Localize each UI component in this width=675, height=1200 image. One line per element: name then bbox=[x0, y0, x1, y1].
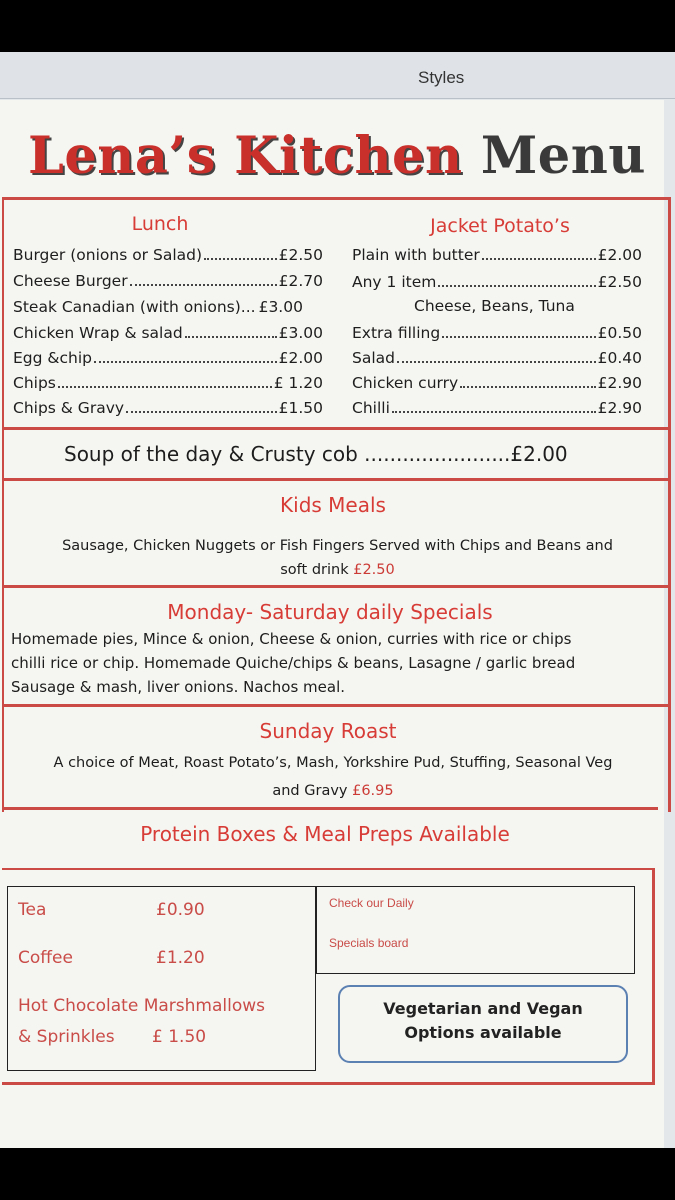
sunday-line1: A choice of Meat, Roast Potato’s, Mash, Yorkshire Pud, Stuffing, Seasonal Veg bbox=[53, 755, 613, 771]
sunday-heading: Sunday Roast bbox=[259, 719, 397, 743]
drink-name: Coffee bbox=[18, 948, 73, 968]
divider-kids-specials bbox=[2, 585, 668, 588]
item-price: £ 1.20 bbox=[273, 374, 323, 392]
drink-name: Tea bbox=[18, 900, 47, 920]
jacket-item bbox=[352, 399, 642, 417]
menu-title bbox=[28, 126, 646, 186]
item-name: Chicken Wrap & salad bbox=[13, 324, 183, 342]
item-price: £0.50 bbox=[597, 324, 642, 342]
sunday-price: £6.95 bbox=[352, 783, 394, 799]
item-price: £2.90 bbox=[597, 399, 642, 417]
item-name: Salad bbox=[352, 349, 395, 367]
divider-sunday-protein bbox=[2, 807, 658, 810]
item-price: £2.70 bbox=[278, 272, 323, 290]
drink-price: £1.20 bbox=[156, 948, 205, 968]
specials-line: Sausage & mash, liver onions. Nachos meal. bbox=[11, 678, 346, 696]
item-name: Plain with butter bbox=[352, 246, 480, 264]
lunch-item bbox=[13, 324, 323, 342]
drink-price: £ 1.50 bbox=[152, 1027, 207, 1047]
divider-lunch-soup bbox=[2, 427, 668, 430]
item-name: Steak Canadian (with onions)... bbox=[13, 298, 256, 316]
specials-description bbox=[11, 627, 661, 699]
item-price: £2.00 bbox=[597, 246, 642, 264]
specials-heading: Monday- Saturday daily Specials bbox=[167, 600, 493, 624]
drink-price: £0.90 bbox=[156, 900, 205, 920]
jacket-fillings: Cheese, Beans, Tuna bbox=[414, 297, 575, 315]
veg-text bbox=[340, 997, 626, 1045]
lunch-item bbox=[13, 399, 323, 417]
veg-line2: Options available bbox=[404, 1023, 562, 1042]
item-name: Extra filling bbox=[352, 324, 441, 342]
specials-line: chilli rice or chip. Homemade Quiche/chips & beans, Lasagne / garlic bread bbox=[11, 654, 576, 672]
notice-line2: Specials board bbox=[329, 936, 409, 950]
kids-price: £2.50 bbox=[353, 562, 395, 578]
item-name: Any 1 item bbox=[352, 273, 437, 291]
divider-specials-sunday bbox=[2, 704, 668, 707]
vegetarian-vegan-box bbox=[338, 985, 628, 1063]
item-price: £1.50 bbox=[278, 399, 323, 417]
jacket-item bbox=[352, 246, 642, 264]
notice-line1: Check our Daily bbox=[329, 896, 414, 910]
item-price: £2.90 bbox=[597, 374, 642, 392]
word-ribbon bbox=[0, 52, 675, 99]
kids-heading: Kids Meals bbox=[280, 493, 386, 517]
item-name: Chips & Gravy bbox=[13, 399, 125, 417]
title-restaurant-name: Lena’s Kitchen bbox=[28, 126, 463, 186]
veg-line1: Vegetarian and Vegan bbox=[383, 999, 583, 1018]
jacket-heading: Jacket Potato’s bbox=[430, 215, 570, 237]
title-menu-word: Menu bbox=[480, 126, 646, 186]
item-name: Chilli bbox=[352, 399, 390, 417]
item-price: £2.50 bbox=[597, 273, 642, 291]
specials-line: Homemade pies, Mince & onion, Cheese & onion, curries with rice or chips bbox=[11, 630, 572, 648]
lunch-heading: Lunch bbox=[131, 213, 189, 235]
lunch-item bbox=[13, 374, 323, 392]
item-price: £2.00 bbox=[278, 349, 323, 367]
item-name: Burger (onions or Salad) bbox=[13, 246, 203, 264]
kids-line2: soft drink bbox=[280, 562, 349, 578]
lunch-item bbox=[13, 246, 323, 264]
item-price: £2.50 bbox=[278, 246, 323, 264]
item-price: £3.00 bbox=[278, 324, 323, 342]
jacket-item bbox=[352, 374, 642, 392]
protein-heading: Protein Boxes & Meal Preps Available bbox=[140, 822, 510, 846]
jacket-item bbox=[352, 273, 642, 291]
item-price: £3.00 bbox=[258, 298, 303, 316]
item-price: £0.40 bbox=[597, 349, 642, 367]
jacket-item bbox=[352, 349, 642, 367]
lunch-item bbox=[13, 272, 323, 290]
lunch-item bbox=[13, 298, 323, 316]
sunday-line2: and Gravy bbox=[272, 783, 348, 799]
divider-soup-kids bbox=[2, 478, 668, 481]
lunch-item bbox=[13, 349, 323, 367]
kids-line1: Sausage, Chicken Nuggets or Fish Fingers Served with Chips and Beans and bbox=[62, 538, 613, 554]
drink-name-2: & Sprinkles bbox=[18, 1027, 115, 1047]
item-name: Chicken curry bbox=[352, 374, 459, 392]
styles-button[interactable]: Styles bbox=[418, 68, 465, 87]
jacket-item bbox=[352, 324, 642, 342]
soup-line: Soup of the day & Crusty cob .......................£2.00 bbox=[64, 442, 568, 466]
kids-description bbox=[15, 534, 660, 582]
drink-name: Hot Chocolate Marshmallows bbox=[18, 996, 266, 1016]
screen bbox=[0, 52, 675, 1148]
item-name: Chips bbox=[13, 374, 56, 392]
sunday-description bbox=[8, 749, 658, 805]
item-name: Egg &chip bbox=[13, 349, 92, 367]
item-name: Cheese Burger bbox=[13, 272, 128, 290]
